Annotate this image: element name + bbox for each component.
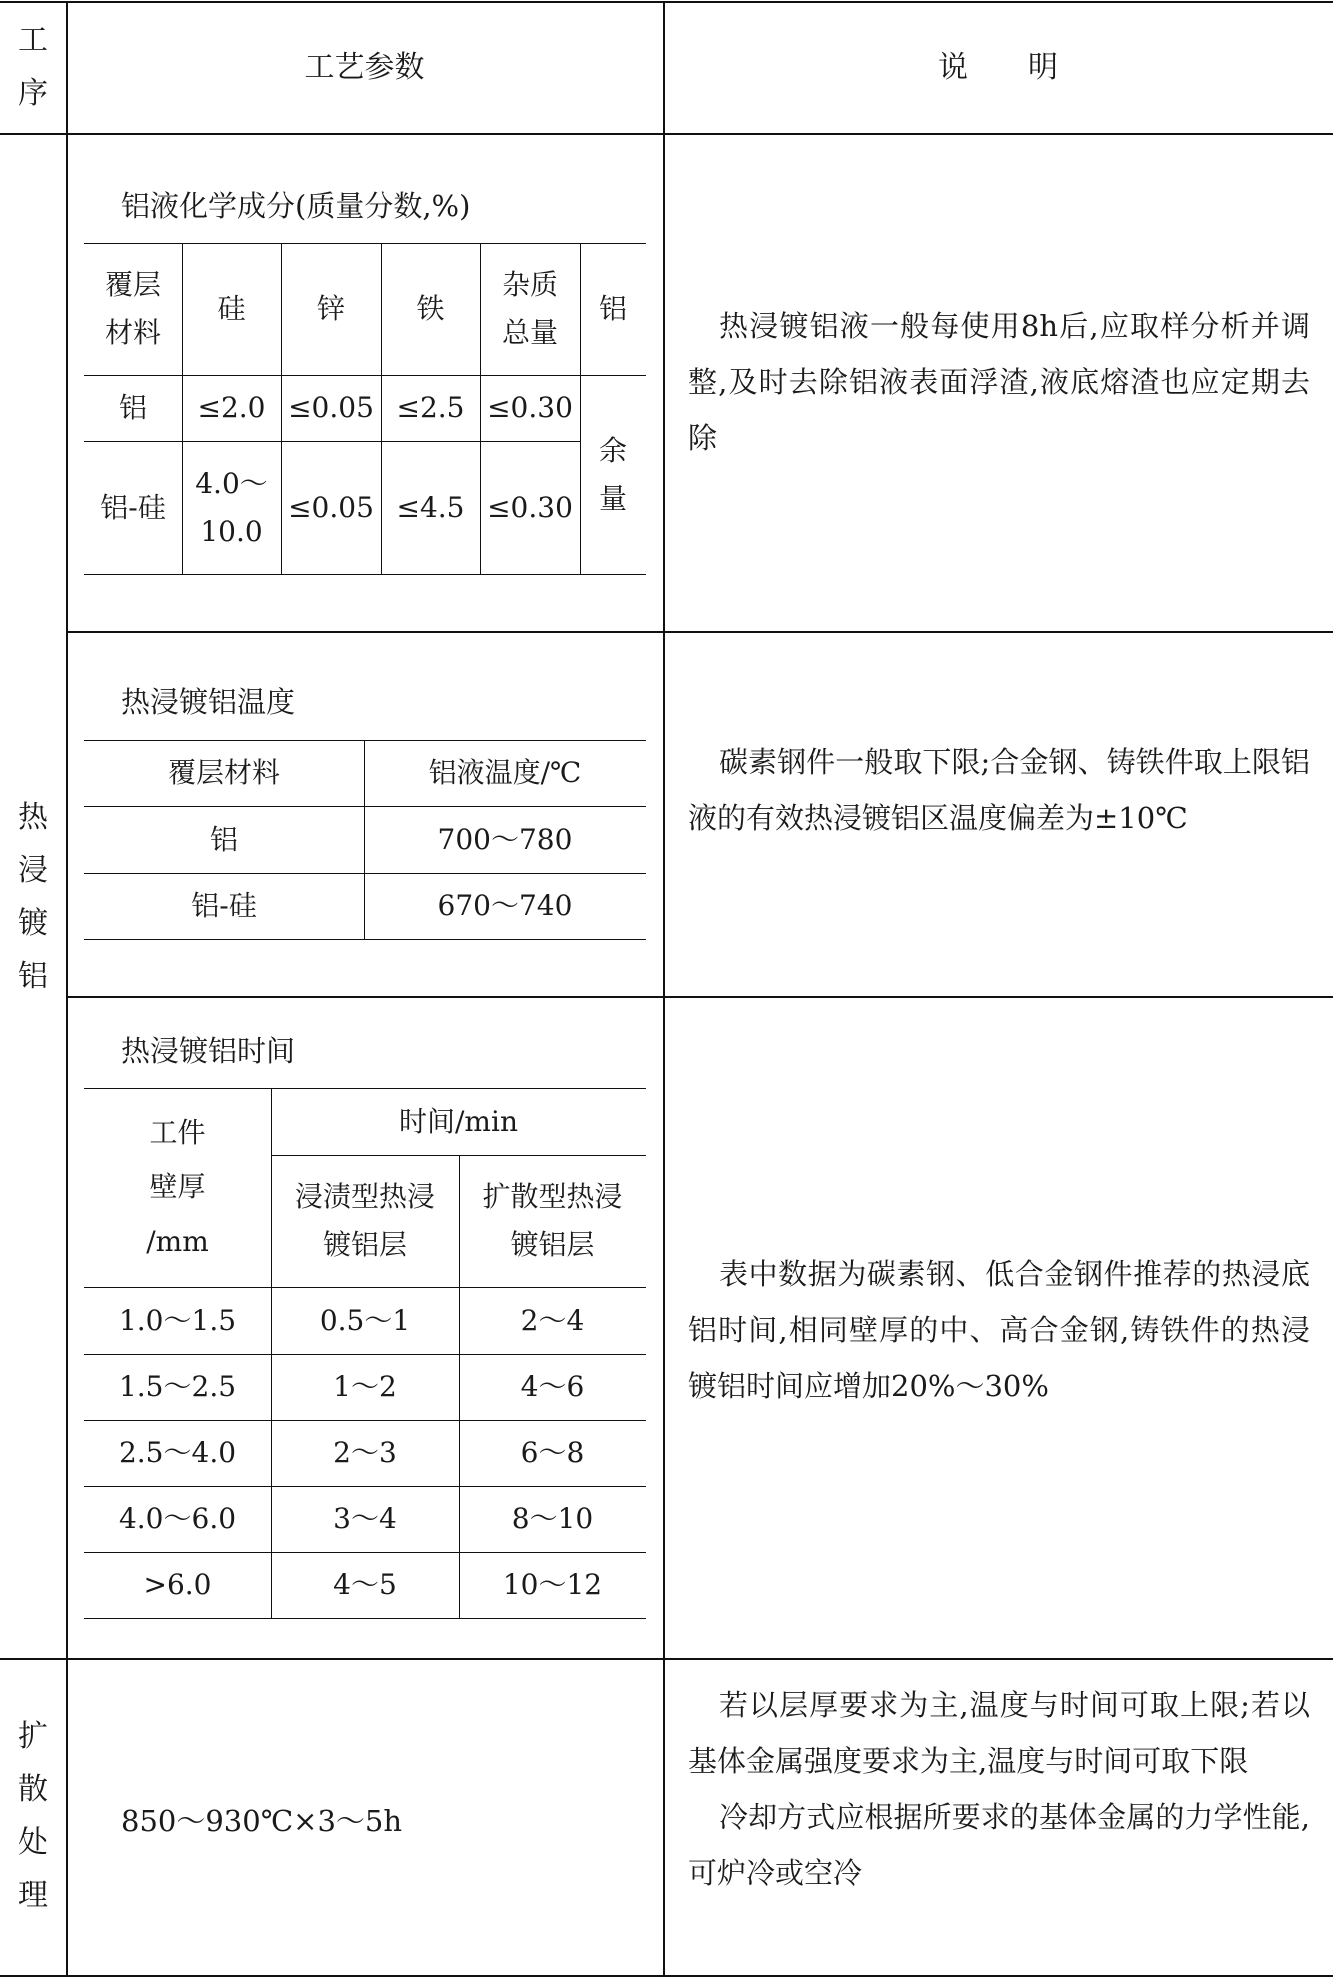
value-line: 10.0 [200,514,263,548]
header-line: 覆层 [104,268,161,302]
time-row-3-dip: 2～3 [333,1436,397,1470]
note-text: 表中数据为碳素钢、低合金钢件推荐的热浸底铝时间,相同壁厚的中、高合金钢,铸铁件的热浸镀铝时间应增加20%～30% [688,1257,1310,1403]
temperature-row-1-material: 铝 [209,822,238,856]
process-char: 镀 [18,906,48,941]
header-line: /mm [146,1224,209,1258]
header-line: 工件 [149,1115,206,1149]
composition-row-1-impurity: ≤0.30 [487,391,573,425]
header-line: 镀铝层 [510,1228,595,1261]
process-char: 处 [18,1825,48,1860]
process-label-diffusion [0,1710,66,1922]
time-row-5-thickness: >6.0 [143,1568,212,1602]
time-title: 热浸镀铝时间 [121,1034,296,1068]
temperature-note [688,734,1310,846]
diffusion-note [688,1677,1310,1901]
header-line: 总量 [501,316,558,349]
header-line: 材料 [104,316,161,349]
time-row-5-diffusion: 10～12 [502,1568,603,1602]
composition-table-bottom [84,574,646,575]
time-row-4-dip: 3～4 [333,1502,397,1536]
temperature-header-material: 覆层材料 [167,756,280,790]
process-char: 扩 [18,1719,48,1754]
composition-header-si: 硅 [217,292,246,326]
column-divider [663,1,665,1977]
diffusion-params: 850～930℃×3～5h [121,1804,403,1838]
table-bottom-border [0,1975,1333,1977]
composition-al-value [580,375,646,574]
note-text: 碳素钢件一般取下限;合金钢、铸铁件取上限铝液的有效热浸镀铝区温度偏差为±10℃ [688,745,1310,835]
note-text: 热浸镀铝液一般每使用8h后,应取样分析并调整,及时去除铝液表面浮渣,液底熔渣也应定期去除 [688,309,1310,455]
composition-row-1-fe: ≤2.5 [396,391,465,425]
time-header-dip [271,1155,459,1287]
temperature-table-bottom [84,939,646,940]
value-line: 量 [598,481,627,515]
process-char: 理 [18,1878,48,1913]
time-row-5-dip: 4～5 [333,1568,397,1602]
temperature-header-temp: 铝液温度/℃ [428,756,582,790]
row-divider [66,996,1333,998]
composition-row-1-zn: ≤0.05 [288,391,374,425]
header-notes: 说 明 [938,49,1058,85]
time-row-3-thickness: 2.5～4.0 [118,1436,237,1470]
note-text: 若以层厚要求为主,温度与时间可取上限;若以基体金属强度要求为主,温度与时间可取下限 [688,1688,1310,1778]
time-row-2-diffusion: 4～6 [520,1370,585,1404]
header-bottom-border [0,133,1333,135]
composition-row-2-impurity: ≤0.30 [487,490,573,524]
time-row-4-diffusion: 8～10 [511,1502,594,1536]
header-line: 杂质 [501,268,558,302]
composition-row-2-zn: ≤0.05 [288,490,374,524]
time-row-2-thickness: 1.5～2.5 [118,1370,237,1404]
composition-row-2-fe: ≤4.5 [396,490,465,524]
composition-header-zn: 锌 [316,292,345,326]
temperature-title: 热浸镀铝温度 [121,685,296,719]
process-label-aluminizing [0,791,66,1003]
process-char: 散 [18,1772,48,1807]
process-char: 热 [18,800,48,835]
header-process [0,14,66,120]
composition-row-2-material: 铝-硅 [100,490,166,524]
process-char: 浸 [18,853,48,888]
composition-header-al: 铝 [598,292,627,326]
composition-title: 铝液化学成分(质量分数,%) [121,189,471,223]
composition-header-impurity [480,243,580,375]
process-char: 铝 [18,959,48,994]
column-divider [66,1,68,1977]
header-line: 镀铝层 [322,1228,407,1261]
header-process-char: 序 [18,76,48,111]
time-header-diffusion [459,1155,646,1287]
composition-header-fe: 铁 [416,292,445,326]
composition-row-1-si: ≤2.0 [197,391,266,425]
time-row-1-thickness: 1.0～1.5 [118,1303,237,1337]
header-line: 扩散型热浸 [482,1180,623,1214]
time-header-time: 时间/min [399,1104,518,1138]
value-line: 余 [598,433,627,467]
time-table-bottom [84,1618,646,1619]
composition-row-2-si [182,441,281,574]
time-row-1-diffusion: 2～4 [520,1303,585,1337]
time-row-2-dip: 1～2 [333,1370,397,1404]
composition-note [688,298,1310,466]
composition-row-1-material: 铝 [118,391,147,425]
header-process-char: 工 [18,23,48,58]
time-row-4-thickness: 4.0～6.0 [118,1502,237,1536]
value-line: 4.0～ [195,466,268,500]
time-row-3-diffusion: 6～8 [520,1436,585,1470]
time-header-thickness [84,1088,271,1287]
time-note [688,1246,1310,1414]
header-line: 浸渍型热浸 [294,1180,435,1214]
note-text: 冷却方式应根据所要求的基体金属的力学性能,可炉冷或空冷 [688,1800,1310,1890]
row-divider [66,631,1333,633]
time-row-1-dip: 0.5～1 [319,1303,411,1337]
header-params: 工艺参数 [304,49,425,85]
temperature-row-1-temp: 700～780 [437,822,573,856]
temperature-row-2-temp: 670～740 [437,889,573,923]
temperature-row-2-material: 铝-硅 [191,889,257,923]
section-divider [0,1658,1333,1660]
header-line: 壁厚 [149,1170,206,1204]
composition-header-coating [84,243,182,375]
